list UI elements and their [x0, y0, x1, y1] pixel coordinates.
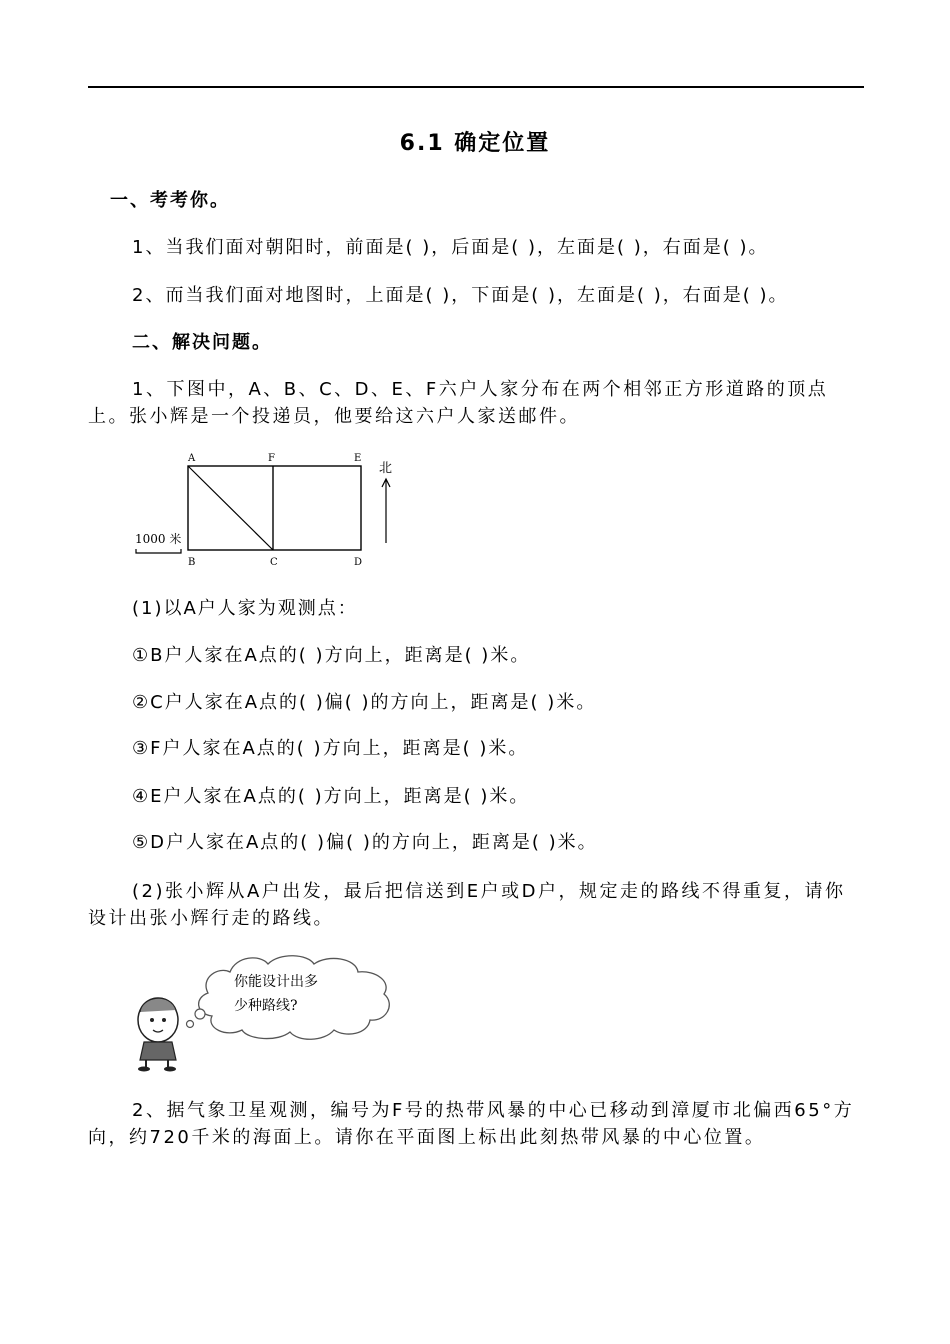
label-e: E — [354, 453, 362, 464]
item-4: ④E户人家在A点的( )方向上，距离是( )米。 — [132, 786, 530, 807]
boy-body — [140, 1042, 176, 1060]
boy-thinking-illustration — [130, 948, 400, 1073]
item-5: ⑤D户人家在A点的( )偏( )的方向上，距离是( )米。 — [132, 832, 598, 853]
item-3: ③F户人家在A点的( )方向上，距离是( )米。 — [132, 738, 529, 759]
squares-outline — [188, 466, 361, 550]
header-rule — [88, 86, 864, 88]
route-diagram — [125, 445, 415, 575]
label-b: B — [188, 557, 196, 568]
north-label: 北 — [379, 461, 393, 476]
bubble-line-2: 少种路线? — [234, 998, 298, 1014]
problem-1-text: 1、下图中，A、B、C、D、E、F六户人家分布在两个相邻正方形道路的顶点上。张小辉是一个投递员，他要给这六户人家送邮件。 — [88, 379, 829, 427]
scale-label: 1000 米 — [135, 532, 182, 546]
item-2: ②C户人家在A点的( )偏( )的方向上，距离是( )米。 — [132, 692, 597, 713]
item-1: ①B户人家在A点的( )方向上，距离是( )米。 — [132, 645, 531, 666]
label-a: A — [188, 453, 196, 464]
label-f: F — [268, 453, 275, 464]
section2-heading: 二、解决问题。 — [132, 332, 272, 353]
page-title: 6.1 确定位置 — [399, 131, 551, 156]
scale-bar — [136, 549, 181, 553]
problem-2-text: 2、据气象卫星观测，编号为F号的热带风暴的中心已移动到漳厦市北偏西65°方向，约720千米的海面上。请你在平面图上标出此刻热带风暴的中心位置。 — [88, 1100, 855, 1148]
question-2: 2、而当我们面对地图时，上面是( )，下面是( )，左面是( )，右面是( )。 — [132, 285, 789, 306]
sub2-text: (2)张小辉从A户出发，最后把信送到E户或D户，规定走的路线不得重复，请你设计出张小辉行走的路线。 — [88, 881, 846, 929]
question-1: 1、当我们面对朝阳时，前面是( )，后面是( )，左面是( )，右面是( )。 — [132, 237, 769, 258]
label-c: C — [270, 557, 278, 568]
bubble-line-1: 你能设计出多 — [234, 974, 318, 990]
diagonal-road-a-c — [188, 466, 273, 550]
sub1-intro: (1)以A户人家为观测点： — [132, 598, 358, 619]
label-d: D — [354, 557, 363, 568]
section1-heading: 一、考考你。 — [110, 190, 230, 211]
